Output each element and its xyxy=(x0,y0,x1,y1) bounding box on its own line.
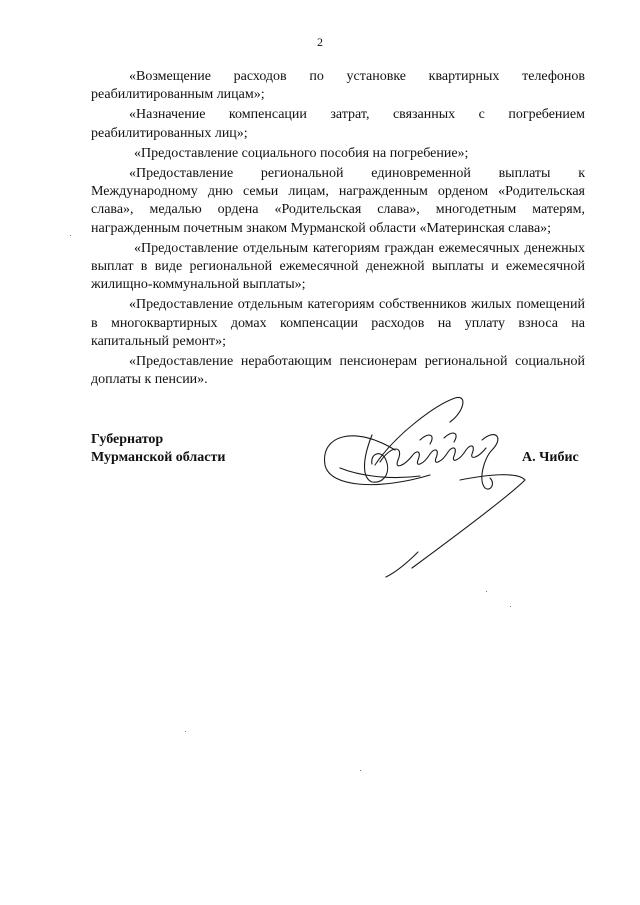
signatory-title-line2: Мурманской области xyxy=(91,450,226,465)
paragraph-pension-supplement: «Предоставление неработающим пенсионерам региональной социальной доплаты к пенсии». xyxy=(91,354,585,388)
paragraph-family-day-payment: «Предоставление региональной единовременной выплаты к Международному дню семьи лицам, награжденным орденом «Родительская слава», медалью ордена «Родительская слава», многодетным матерям, награжденным почетным знаком Мурманской области «Материнская слава»; xyxy=(91,166,585,236)
handwritten-signature xyxy=(300,380,550,590)
paragraph-monthly-payments: «Предоставление отдельным категориям граждан ежемесячных денежных выплат в виде региональной ежемесячной денежной выплаты и ежемесячной жилищно-коммунальной выплаты»; xyxy=(91,240,585,293)
paragraph-burial-compensation: «Назначение компенсации затрат, связанных с погребением реабилитированных лиц»; xyxy=(91,107,585,141)
paragraph-burial-allowance: «Предоставление социального пособия на погребение»; xyxy=(134,145,469,161)
scan-speck xyxy=(360,770,361,771)
signatory-title xyxy=(91,431,225,467)
scan-speck xyxy=(510,606,511,607)
scan-speck xyxy=(70,235,71,236)
signer-name: А. Чибис xyxy=(522,450,579,465)
signatory-title-line1: Губернатор xyxy=(91,432,164,447)
scan-speck xyxy=(185,731,186,732)
decree-list xyxy=(91,68,585,391)
paragraph-telephone-compensation: «Возмещение расходов по установке квартирных телефонов реабилитированным лицам»; xyxy=(91,69,585,103)
scan-speck xyxy=(486,591,487,592)
paragraph-capital-repair-compensation: «Предоставление отдельным категориям собственников жилых помещений в многоквартирных домах компенсации расходов на уплату взноса на капитальный ремонт»; xyxy=(91,297,585,349)
page-number: 2 xyxy=(317,35,323,49)
